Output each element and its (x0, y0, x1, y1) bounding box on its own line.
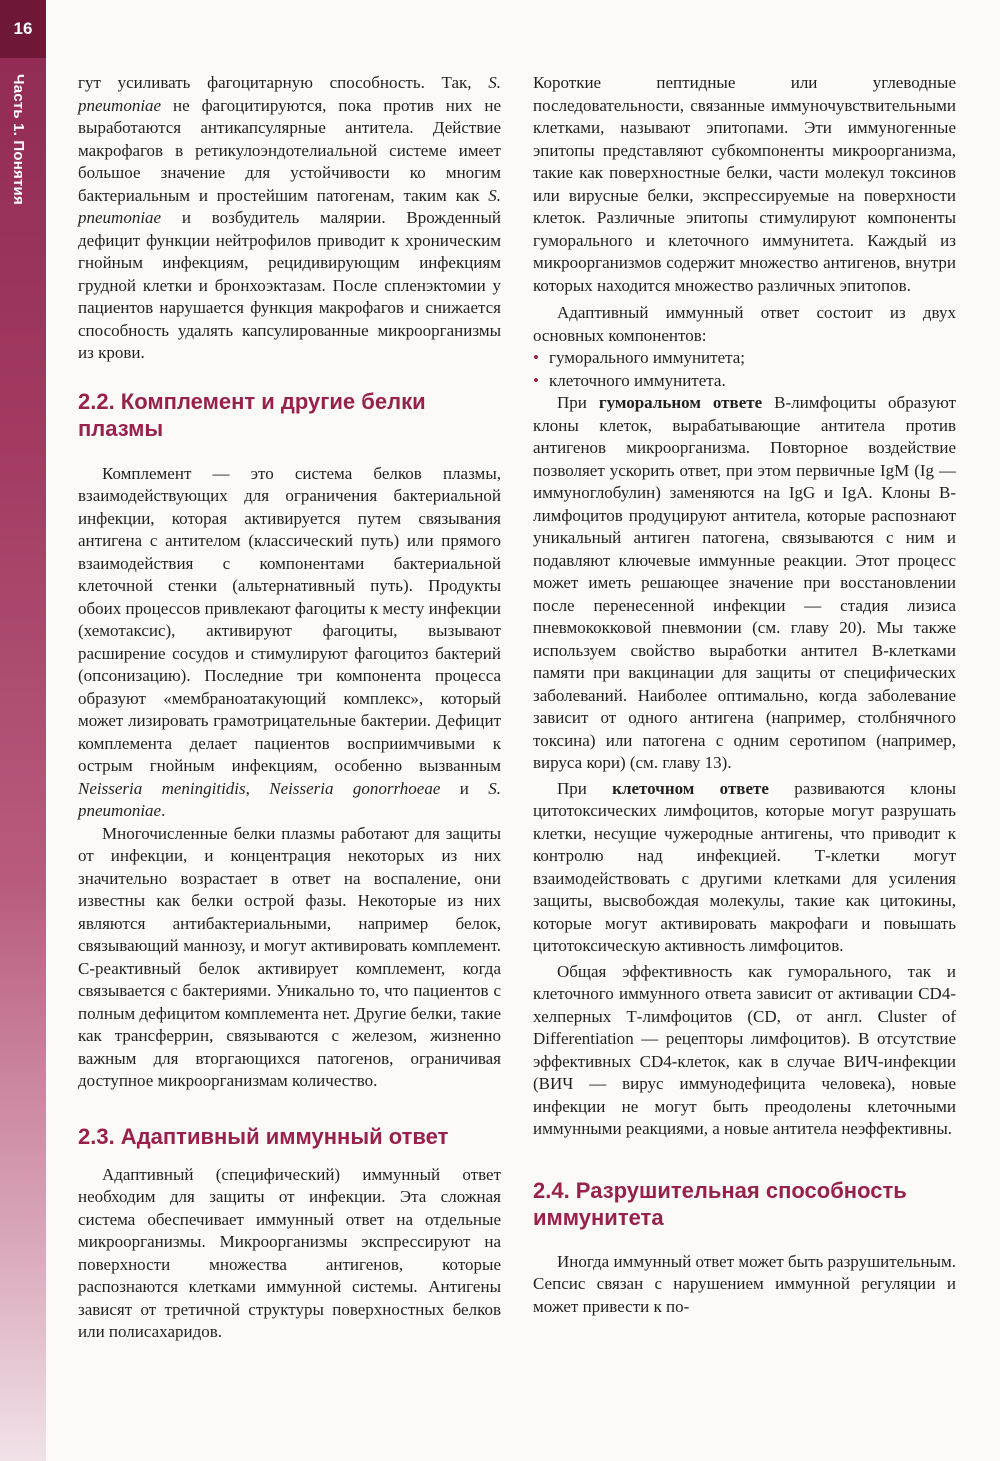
heading-complement: 2.2. Комплемент и другие белки плазмы (78, 388, 426, 441)
list-item: • клеточного иммунитета. (533, 370, 956, 393)
heading-destructive-immunity: 2.4. Разрушительная способность иммунитета (533, 1177, 907, 1230)
page-sidebar (0, 0, 46, 1461)
paragraph-sepsis: Иногда иммунный ответ может быть разрушительным. Сепсис связан с нарушением иммунной регуляции и может привести к по- (533, 1251, 956, 1316)
paragraph-components: Адаптивный иммунный ответ состоит из двух основных компонентов: (533, 303, 956, 345)
paragraph-complement: Комплемент — это система белков плазмы, взаимодействующих для ограничения бактериальной инфекции, которая активируется путем связывания антигена с антителом (классический путь) или прямого взаимодействия с компонентами бактериальной клеточной стенки (альтернативный путь). Продукты обоих процессов привлекают фагоциты к месту инфекции (хемотаксис), активируют фагоциты, вызывают расширение сосудов и стимулируют фагоцитоз бактерий (опсонизацию). Последние три компонента процесса образуют «мембраноатакующий комплекс», который может лизировать грамотрицательные бактерии. Дефицит комплемента делает пациентов восприимчивыми к острым гнойным инфекциям, особенно вызванным Neisseria meningitidis, Neisseria gonorrhoeae и S. pneumoniae. (78, 463, 501, 820)
page-number: 16 (0, 0, 46, 58)
paragraph-cellular: При клеточном ответе развиваются клоны цитотоксических лимфоцитов, которые могут разрушать клетки, несущие чужеродные антигены, что приводит к контролю над инфекцией. Т-клетки могут взаимодействовать с другими клетками для усиления защиты, высвобождая молекулы, такие как цитокины, которые могут активировать макрофаги и повышать цитотоксическую активность лимфоцитов. (533, 778, 956, 955)
paragraph-epitopes: Короткие пептидные или углеводные последовательности, связанные иммуночувствительными клетками, называют эпитопами. Эти иммуногенные эпитопы представляют субкомпоненты микроорганизма, такие как поверхностные белки, части молекул токсинов или вирусные белки, экспрессируемые на поверхности клеток. Различные эпитопы стимулируют компоненты гуморального и клеточного иммунитета. Каждый из микроорганизмов содержит множество антигенов, внутри которых находится множество различных эпитопов. (533, 73, 956, 295)
components-list (533, 347, 956, 392)
paragraph-plasma-proteins: Многочисленные белки плазмы работают для защиты от инфекции, и концентрация некоторых из них значительно возрастает в ответ на воспаление, они известны как белки острой фазы. Некоторые из них являются антибактериальными, например белок, связывающий маннозу, и могут активировать комплемент. С-реактивный белок активирует комплемент, когда связывается с бактериями. Уникально то, что пациентов с полным дефицитом комплемента нет. Другие белки, такие как трансферрин, связываются с железом, жизненно важным для вторгающихся патогенов, ограничивая доступное микроорганизмам количество. (78, 823, 501, 1090)
paragraph-adaptive-intro: Адаптивный (специфический) иммунный ответ необходим для защиты от инфекции. Эта сложная система обеспечивает иммунный ответ на отдельные микроорганизмы. Микроорганизмы экспрессируют на поверхности множества антигенов, которые распознаются клетками иммунной системы. Антигены зависят от третичной структуры поверхностных белков или полисахаридов. (78, 1164, 501, 1341)
right-column (533, 72, 956, 1318)
paragraph-cd4: Общая эффективность как гуморального, так и клеточного иммунного ответа зависит от активации CD4-хелперных Т-лимфоцитов (CD, от англ. Cluster of Differentiation — рецепторы лимфоцитов). В отсутствие эффективных CD4-клеток, как в случае ВИЧ-инфекции (ВИЧ — вирус иммунодефицита человека), новые инфекции не могут быть преодолены клеточными иммунными реакциями, а новые антитела неэффективны. (533, 961, 956, 1138)
left-column (78, 72, 501, 1344)
part-label: Часть 1. Понятия (10, 74, 27, 205)
heading-adaptive-immunity: 2.3. Адаптивный иммунный ответ (78, 1123, 449, 1149)
paragraph-humoral: При гуморальном ответе В-лимфоциты образуют клоны клеток, вырабатывающие антитела против антигенов микроорганизма. Повторное воздействие позволяет ускорить ответ, при этом первичные IgM (Ig — иммуноглобулин) заменяются на IgG и IgA. Клоны В-лимфоцитов продуцируют антитела, которые распознают уникальный антиген патогена, связываются с ним и подавляют ключевые иммунные реакции. Этот процесс может иметь решающее значение при восстановлении после перенесенной инфекции — стадия лизиса пневмококковой пневмонии (см. главу 20). Мы также используем свойство выработки антител В-клетками памяти при вакцинации для защиты от специфических заболеваний. Наиболее оптимально, когда заболевание зависит от одного антигена (например, столбнячного токсина) или патогена с одним серотипом (например, вируса кори) (см. главу 13). (533, 393, 956, 772)
paragraph-macrophages: гут усиливать фагоцитарную способность. Так, S. pneumoniae не фагоцитируются, пока против них не выработаются антикапсулярные антитела. Действие макрофагов в ретикулоэндотелиальной системе имеет большое значение для устойчивости ко многим бактериальным и простейшим патогенам, таким как S. pneumoniae и возбудитель малярии. Врожденный дефицит функции нейтрофилов приводит к хроническим гнойным инфекциям, рецидивирующим инфекциям грудной клетки и бронхоэктазам. После спленэктомии у пациентов нарушается функция макрофагов и снижается способность удалять капсулированные микроорганизмы из крови. (78, 73, 501, 362)
list-item: • гуморального иммунитета; (533, 347, 956, 370)
